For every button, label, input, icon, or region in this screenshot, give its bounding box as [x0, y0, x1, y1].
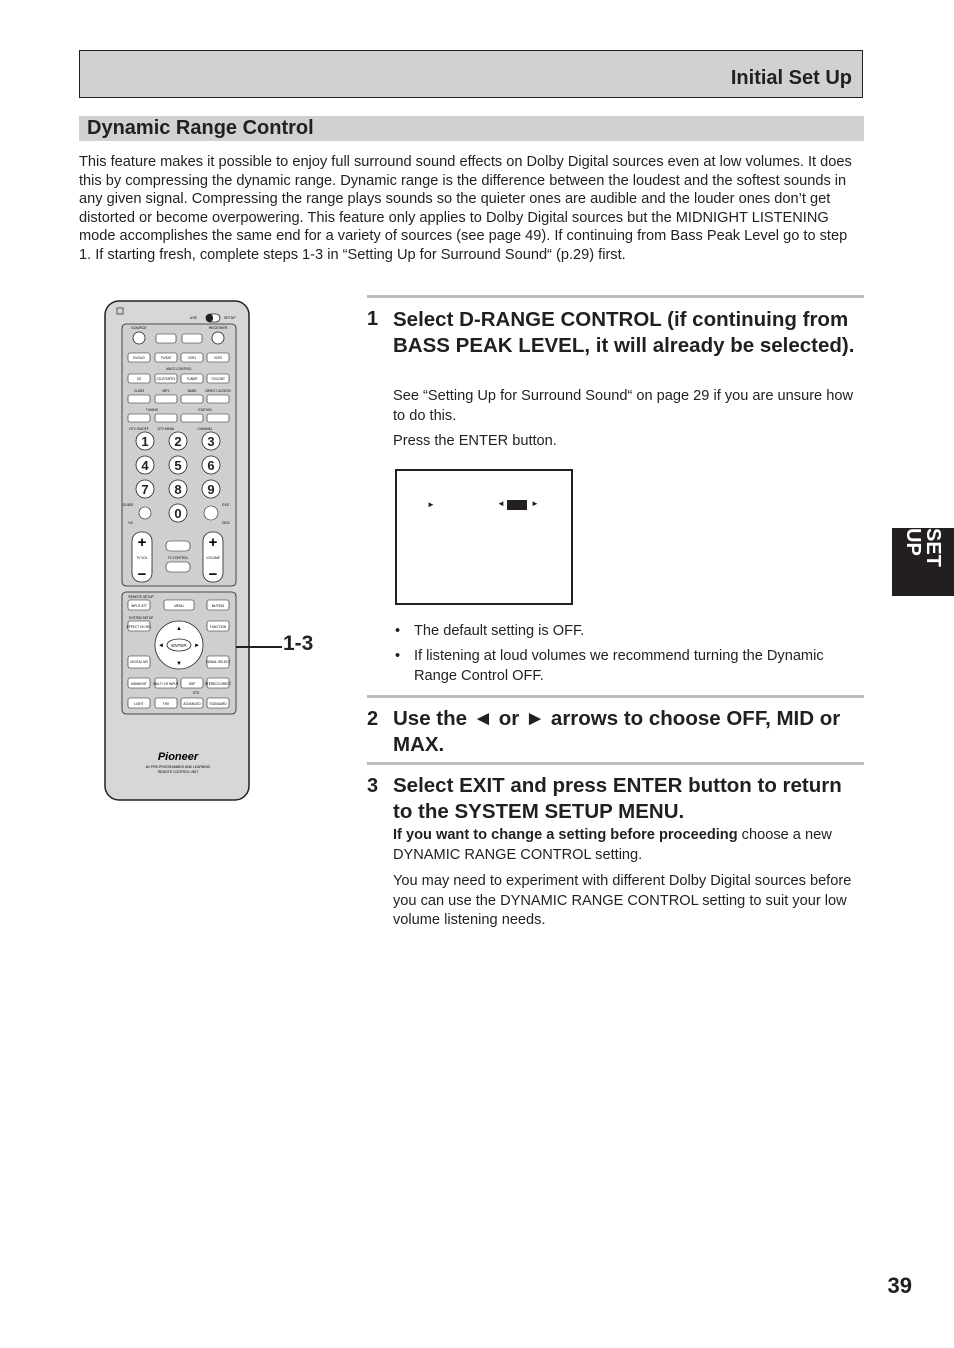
remote-signalselect-label: SIGNAL SELECT: [205, 660, 231, 664]
osd-right-arrow-icon: ►: [531, 499, 539, 508]
step-3-rule: [367, 762, 864, 765]
remote-src1-3: VCR2: [213, 356, 223, 360]
section-title: Dynamic Range Control: [87, 117, 314, 139]
osd-cursor-icon: ►: [427, 500, 435, 509]
remote-exit-label: EXIT: [222, 503, 230, 507]
setup-side-tab: [892, 528, 954, 596]
step-2-heading: Use the ◄ or ► arrows to choose OFF, MID or MAX.: [393, 707, 841, 756]
remote-receiver-label: RECEIVER: [208, 326, 228, 330]
remote-input-att-label: INPUT ATT: [131, 604, 147, 608]
remote-dts-label: DTS: [192, 691, 200, 695]
section-title-bar: [79, 116, 864, 141]
remote-row-a-3: STEREO/ DIRECT: [204, 682, 232, 686]
remote-tvvol-label: TV VOL: [136, 556, 148, 560]
remote-row-a-2: DSP: [188, 682, 196, 686]
remote-tvcontrol-label: TV CONTROL: [167, 556, 189, 560]
remote-dtv-label-1: DTV MENU: [157, 427, 175, 431]
step-3-para-2: You may need to experiment with different Dolby Digital sources before you can use the DYNAMIC RANGE CONTROL setting to suit your low volume listening needs.: [393, 873, 852, 928]
step-3-para-1: [393, 826, 863, 865]
callout-leader-line: [236, 646, 282, 648]
remote-digit-6: 6: [207, 458, 215, 473]
step-1-para-1: See “Setting Up for Surround Sound“ on page 29 if you are unsure how to do this.: [393, 388, 853, 424]
remote-digit-3: 3: [207, 434, 215, 449]
remote-muting-label: MUTING: [211, 604, 225, 608]
remote-row-b-3: STANDARD: [209, 702, 227, 706]
svg-text:−: −: [137, 566, 147, 583]
step-3-heading: Select EXIT and press ENTER button to return to the SYSTEM SETUP MENU.: [393, 774, 842, 823]
remote-digit-2: 2: [174, 434, 182, 449]
svg-text:+: +: [137, 534, 147, 551]
remote-digit-0: 0: [174, 506, 182, 521]
remote-source-label: SOURCE: [131, 326, 147, 330]
remote-dtv-label-0: DTV ON/OFF: [129, 427, 149, 431]
remote-row-a-1: MULTI CH INPUT: [153, 682, 179, 686]
remote-remotesetup-label: REMOTE SETUP: [128, 595, 154, 599]
remote-station-label: STATION: [198, 408, 212, 412]
remote-use-label: USE: [189, 316, 197, 320]
intro-paragraph: This feature makes it possible to enjoy full surround sound effects on Dolby Digital sources even at low volumes. It does this by compressing the dynamic range. Dynamic range is the difference between the loudest and the softest sounds in any given signal. Compressing the range plays sounds so the quieter ones are audible and the louder ones don’t get distorted or become overpowering. This feature only applies to Dolby Digital sources but the MIDNIGHT LISTENING mode accomplishes the same end for a variety of sources (see page 49). If continuing from Bass Peak Level go to step 1. If starting fresh, complete steps 1-3 in “Setting Up for Surround Sound“ (p.29) first.: [79, 154, 852, 263]
step-2-rule: [367, 695, 864, 698]
remote-transport-label-1: MPX: [162, 389, 170, 393]
remote-caption-2: REMOTE CONTROL UNIT: [157, 770, 199, 774]
step-1-heading: Select D-RANGE CONTROL (if continuing from BASS PEAK LEVEL, it will already be selected).: [393, 308, 855, 357]
remote-menu-label: MENU: [174, 604, 184, 608]
remote-row-a-0: MIDNIGHT: [131, 682, 147, 686]
remote-digit-9: 9: [207, 482, 215, 497]
remote-transport-label-3: DIRECT ACCESS: [205, 389, 231, 393]
remote-src2-3: TV/CONT: [211, 377, 225, 381]
step-1-number: 1: [367, 308, 379, 330]
remote-effect-label: EFFECT CH SEL: [126, 625, 152, 629]
header-title: Initial Set Up: [730, 67, 852, 89]
remote-transport-label-0: CLASS: [133, 389, 145, 393]
remote-function-label: FUNCTION: [209, 625, 227, 629]
step-3-number: 3: [367, 775, 379, 797]
remote-row-b-1: THX: [162, 702, 170, 706]
remote-guide-label: GUIDE: [122, 503, 134, 507]
remote-enter-label: ENTER: [171, 643, 187, 648]
remote-digit-7: 7: [141, 482, 149, 497]
remote-src1-1: TV/SAT: [160, 356, 172, 360]
bullet-text: The default setting is OFF.: [414, 623, 585, 639]
remote-multi-control-label: MULTI CONTROL: [166, 367, 192, 371]
remote-digit-1: 1: [141, 434, 149, 449]
step-3-bold-lead: If you want to change a setting before proceeding: [393, 827, 738, 843]
remote-row-b-0: LIGHT: [134, 702, 144, 706]
step-3-para-1-rest: choose a new DYNAMIC RANGE CONTROL setting.: [393, 827, 832, 863]
remote-src2-1: CD-R/TAPE1: [156, 377, 176, 381]
remote-row-b-2: ADVANCED: [183, 702, 201, 706]
remote-src2-0: CD: [136, 377, 142, 381]
remote-control-illustration: [104, 300, 250, 801]
remote-volume-label: VOLUME: [206, 556, 220, 560]
remote-disc-label: DISC: [221, 521, 231, 525]
svg-text:+: +: [208, 534, 218, 551]
remote-caption-1: AV PRE-PROGRAMMED AND LEARNING: [145, 765, 211, 769]
remote-src2-2: TUNER: [186, 377, 198, 381]
callout-label: 1-3: [283, 632, 314, 655]
bullet-dot: •: [395, 648, 401, 664]
remote-channel-label: CHANNEL: [197, 427, 213, 431]
step-1-rule: [367, 295, 864, 298]
remote-tuning-label: TUNING: [145, 408, 159, 412]
svg-text:▲: ▲: [176, 626, 182, 632]
bullet-dot: •: [395, 623, 401, 639]
remote-src1-0: DVD/LD: [133, 356, 145, 360]
svg-text:−: −: [208, 566, 218, 583]
remote-systemsetup-label: SYSTEM SETUP: [128, 616, 154, 620]
svg-text:►: ►: [194, 643, 200, 649]
remote-transport-label-2: BAND: [187, 389, 197, 393]
remote-digitalnr-label: DIGITAL NR: [130, 660, 148, 664]
remote-setup-label: SETUP: [224, 316, 236, 320]
osd-left-arrow-icon: ◄: [497, 499, 505, 508]
svg-text:▼: ▼: [176, 661, 182, 667]
setup-side-tab-label: SET UP: [902, 528, 944, 567]
svg-text:◄: ◄: [158, 643, 164, 649]
remote-digit-5: 5: [174, 458, 182, 473]
remote-src1-2: VCR1: [187, 356, 197, 360]
step-1-para-2: Press the ENTER button.: [393, 433, 557, 449]
remote-digit-4: 4: [141, 458, 149, 473]
osd-value-highlight: [507, 500, 527, 510]
bullet-text: If listening at loud volumes we recommend turning the Dynamic Range Control OFF.: [414, 648, 824, 684]
step-2-number: 2: [367, 708, 379, 730]
remote-digit-8: 8: [174, 482, 182, 497]
osd-screen-display: [395, 469, 573, 605]
header-bar: [79, 50, 863, 98]
remote-brand: Pioneer: [157, 751, 199, 763]
page-number: 39: [887, 1273, 912, 1298]
remote-plus10-label: +10: [127, 521, 133, 525]
